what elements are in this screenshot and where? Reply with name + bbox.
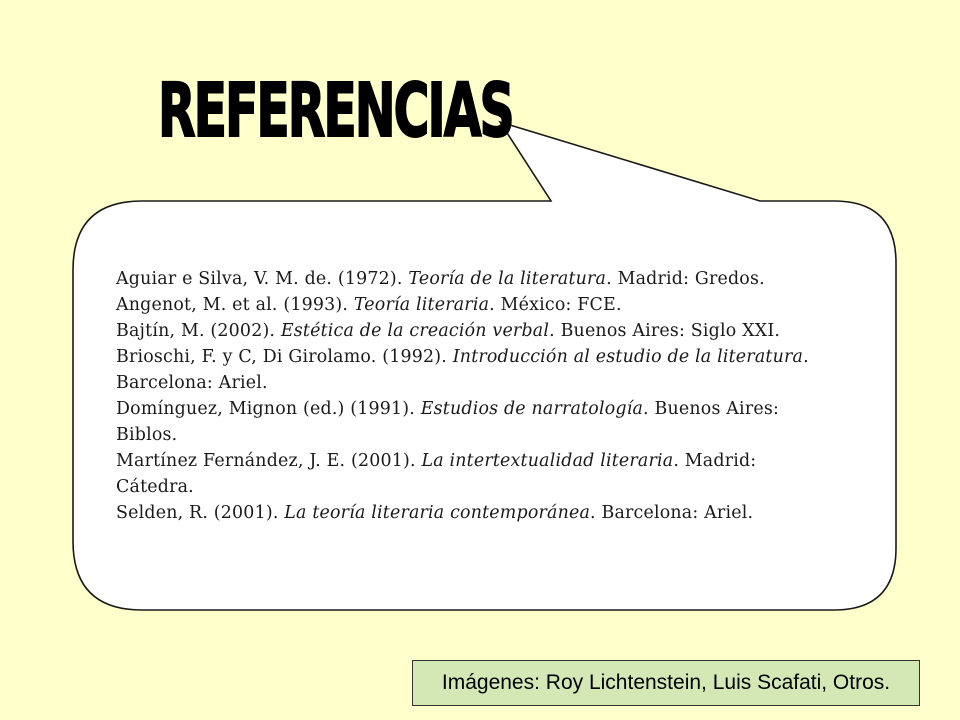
reference-item: Angenot, M. et al. (1993). Teoría literaria. México: FCE. — [116, 295, 622, 315]
reference-item: Brioschi, F. y C, Di Girolamo. (1992). Introducción al estudio de la literatura. Barcelona: Ariel. — [116, 347, 809, 393]
reference-list — [116, 266, 830, 526]
reference-item: Aguiar e Silva, V. M. de. (1972). Teoría de la literatura. Madrid: Gredos. — [116, 269, 765, 289]
reference-item: Martínez Fernández, J. E. (2001). La intertextualidad literaria. Madrid: Cátedra. — [116, 451, 757, 497]
reference-item: Domínguez, Mignon (ed.) (1991). Estudios de narratología. Buenos Aires: Biblos. — [116, 399, 780, 445]
image-credits-caption: Imágenes: Roy Lichtenstein, Luis Scafati, Otros. — [412, 660, 920, 706]
slide-title: REFERENCIAS — [158, 68, 513, 154]
reference-item: Selden, R. (2001). La teoría literaria contemporánea. Barcelona: Ariel. — [116, 503, 754, 523]
reference-item: Bajtín, M. (2002). Estética de la creación verbal. Buenos Aires: Siglo XXI. — [116, 321, 781, 341]
